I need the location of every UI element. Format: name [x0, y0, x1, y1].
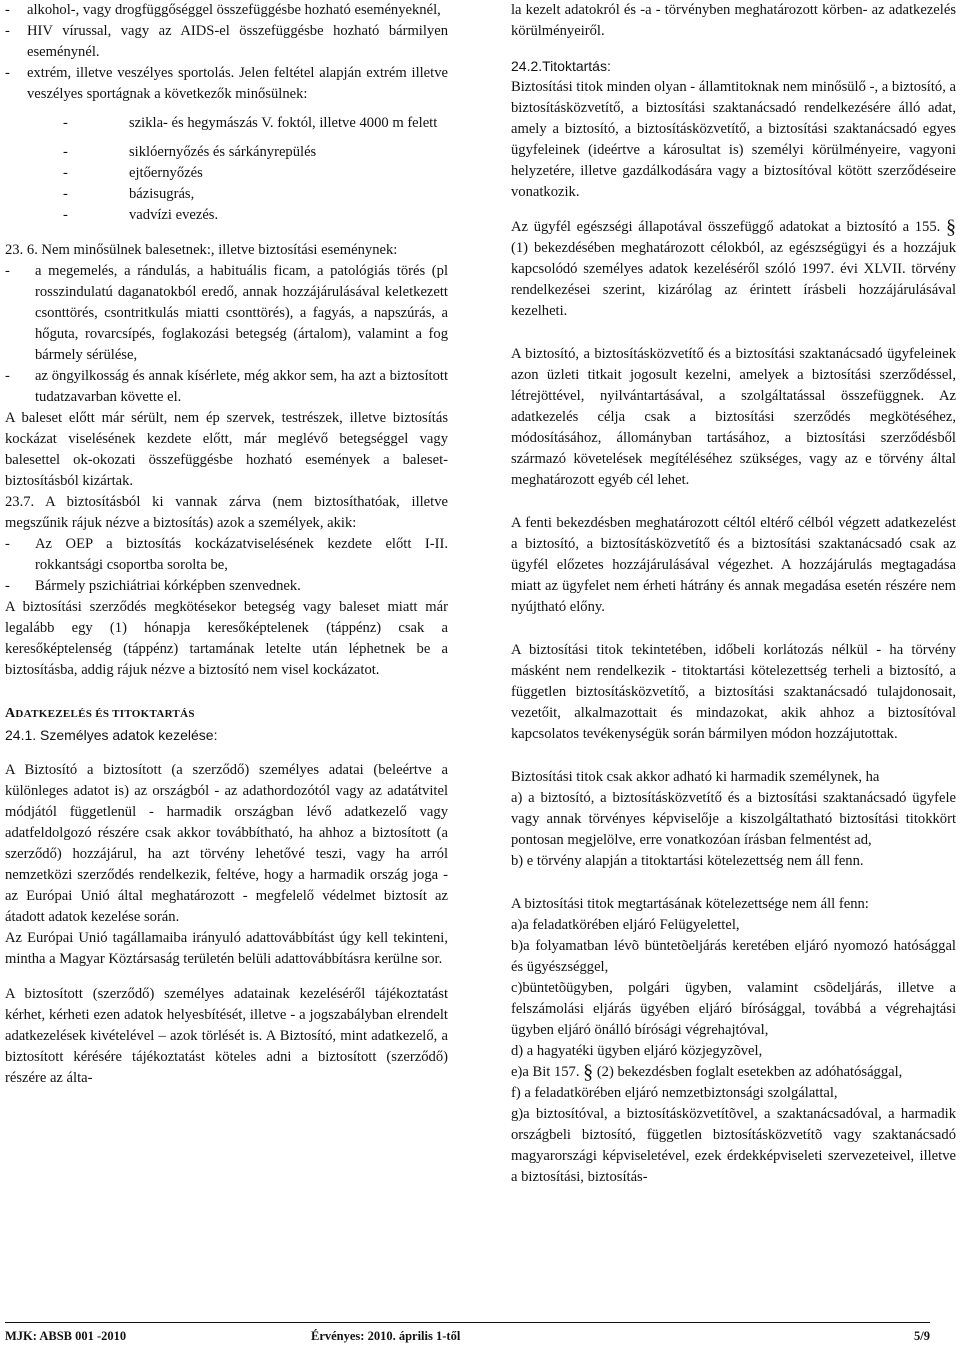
- section-24-2: 24.2.Titoktartás:: [511, 58, 611, 74]
- exception-a: a)a feladatkörében eljáró Felügyelettel,: [511, 917, 740, 933]
- exclusion-item-extreme-sport: [5, 63, 448, 105]
- dash-bullet: -: [63, 186, 68, 202]
- sport-item: [63, 205, 448, 226]
- paragraph-eu-transfer: Az Európai Unió tagállamaiba irányuló adattovábbítást úgy kell tekinteni, mintha a Magyar Köztársaság területén belüli adattovábbításra kerülne sor.: [5, 930, 448, 967]
- dash-bullet: -: [5, 23, 10, 39]
- paragraph-health-data: Az ügyfél egészségi állapotával összefüggő adatokat a biztosító a 155. § (1) bekezdésében meghatározott célokból, az egészségügyi és a hozzájuk kapcsolódó személyes adatok kezeléséről szóló 1997. évi XLVII. törvény rendelkezései szerint, kizárólag az érintett írásbeli hozzájárulásával kezelheti.: [511, 216, 957, 319]
- sport-text: siklóernyőzés és sárkányrepülés: [129, 144, 317, 160]
- excluded-person-item: [5, 576, 448, 597]
- non-accident-text: a megemelés, a rándulás, a habituális ficam, a patológiás törés (pl rosszindulatú daganatokból eredő, annak hozzájárulásával keletkezett csonttörés, csontritkulás miatti csonttörés), a fagyás, a napszúrás, a hőguta, rovarcsípés, foglakozási betegség (ártalom), valamint a fog bármely sérülése,: [35, 263, 448, 363]
- section-23-7: 23.7. A biztosításból ki vannak zárva (nem biztosíthatóak, illetve megszűnik rájuk nézve a biztosítás) azok a személyek, akik:: [5, 494, 448, 531]
- footer-page-number: 5/9: [914, 1329, 930, 1343]
- exception-d: d) a hagyatéki ügyben eljáró közjegyzõvel,: [511, 1043, 763, 1059]
- dash-bullet: -: [5, 578, 10, 594]
- sport-item: [63, 163, 448, 184]
- condition-b: b) e törvény alapján a titoktartási kötelezettség nem áll fenn.: [511, 853, 864, 869]
- footer-validity: Érvényes: 2010. április 1-től: [311, 1329, 461, 1343]
- dash-bullet: -: [63, 115, 68, 131]
- section-23-6: 23. 6. Nem minősülnek balesetnek:, illetve biztosítási eseménynek:: [5, 242, 398, 258]
- sport-item: [63, 142, 448, 163]
- exception-c: c)büntetõügyben, polgári ügyben, valamint csõdeljárás, illetve a felszámolási eljárás ügyében eljáró bírósággal, továbbá a végrehajtási ügyben eljáró önálló bírósági végrehajtóval,: [511, 980, 956, 1038]
- sport-item: [63, 184, 448, 205]
- excluded-person-text: Az OEP a biztosítás kockázatviselésének kezdete előtt I-II. rokkantsági csoportba sorolta be,: [35, 536, 448, 573]
- dash-bullet: -: [63, 144, 68, 160]
- paragraph-business-secret: A biztosító, a biztosításközvetítő és a biztosítási szaktanácsadó ügyfeleinek azon üzleti titkait jogosult kezelni, amelyek a biztosítási szerződéssel, létrejöttével, nyilvántartásával, a szolgáltatással összefüggnek. Az adatkezelés célja csak a biztosítási szerződés megkötéséhez, módosításához, állományban tartásához, a biztosítási szerződésből származó követelések megítéléséhez szükséges, vagy az e törvény által meghatározott egyéb cél lehet.: [511, 346, 956, 488]
- non-accident-item: [5, 261, 448, 366]
- paragraph-consent: A fenti bekezdésben meghatározott céltól eltérő célból végzett adatkezelést a biztosító, a biztosításközvetítő és a biztosítási szaktanácsadó csak az ügyfél előzetes hozzájárulásával végezhet. A hozzájárulás megtagadása miatt az ügyfelet nem érheti hátrány és annak megadása esetén részére nem nyújtható előny.: [511, 515, 956, 615]
- exclusion-text: HIV vírussal, vagy az AIDS-el összefüggésbe hozható bármilyen eseménynél.: [27, 23, 448, 60]
- paragraph-prior-injury: A baleset előtt már sérült, nem ép szervek, testrészek, illetve biztosítás kockázat viselésének kezdete előtt, már meglévő betegséggel vagy balesettel ok-okozati összefüggésbe hozható események a baleset-biztosításból kizártak.: [5, 410, 448, 489]
- sport-text: ejtőernyőzés: [129, 165, 203, 181]
- paragraph-third-party: Biztosítási titok csak akkor adható ki harmadik személynek, ha: [511, 769, 880, 785]
- sport-text: szikla- és hegymászás V. foktól, illetve 4000 m felett: [129, 115, 438, 131]
- dash-bullet: -: [63, 165, 68, 181]
- paragraph-exceptions: A biztosítási titok megtartásának kötelezettsége nem áll fenn:: [511, 896, 869, 912]
- exception-g: g)a biztosítóval, a biztosításközvetítõvel, a szaktanácsadóval, a harmadik országbeli biztosító, független biztosításközvetítõ vagy szaktanácsadó magyarországi képviseletével, ezek érdekképviseleti szervezeteivel, illetve a biztosítási, biztosítás-: [511, 1106, 956, 1185]
- paragraph-data-transfer: A Biztosító a biztosított (a szerződő) személyes adatai (beleértve a különleges adatot is) az országból - az adathordozótól vagy az adatátvitel módjától függetlenül - harmadik országban lévő adatkezelő vagy adatfeldolgozó részére csak akkor továbbítható, ha ahhoz a biztosított (a szerződő) hozzájárul, ha azt törvény lehetővé teszi, vagy ha arról nemzetközi szerződés rendelkezik, feltéve, hogy a harmadik ország joga - az Európai Unió által meghatározott - megfelelő védelmet biztosít az átadott adatok kezelése során.: [5, 762, 448, 925]
- paragraph-continuation: la kezelt adatokról és -a - törvényben meghatározott körben- az adatkezelés körülményeiről.: [511, 2, 956, 39]
- dash-bullet: -: [5, 263, 10, 279]
- paragraph-incapacity: A biztosítási szerződés megkötésekor betegség vagy baleset miatt már legalább egy (1) hónapja keresőképtelenek (táppénz) csak a keresőképtelenség (táppénz) tartamának letelte után léphetnek be a biztosításba, addig rájuk nézve a biztosító nem visel kockázatot.: [5, 599, 448, 678]
- exception-f: f) a feladatkörében eljáró nemzetbiztonsági szolgálattal,: [511, 1085, 838, 1101]
- paragraph-secret-definition: Biztosítási titok minden olyan - államtitoknak nem minősülő -, a biztosító, a biztosításközvetítő, a biztosítási szaktanácsadó rendelkezésére álló adat, amely a biztosító, a biztosításközvetítő, a biztosítási szaktanácsadó egyes ügyfeleinek (ideértve a károsultat is) személyi körülményeire, vagyoni helyzetére, illetve gazdálkodására vagy a biztosítóval kötött szerződéseire vonatkozik.: [511, 79, 956, 200]
- sport-text: vadvízi evezés.: [129, 207, 219, 223]
- dash-bullet: -: [63, 207, 68, 223]
- exception-e: e)a Bit 157. § (2) bekezdésben foglalt esetekben az adóhatósággal,: [511, 1061, 903, 1083]
- exclusion-text: extrém, illetve veszélyes sportolás. Jelen feltétel alapján extrém illetve veszélyes sportágnak a következők minősülnek:: [27, 65, 448, 102]
- exclusion-text: alkohol-, vagy drogfüggőséggel összefüggésbe hozható eseményeknél,: [27, 2, 441, 18]
- excluded-person-item: [5, 534, 448, 576]
- dash-bullet: -: [5, 65, 10, 81]
- dash-bullet: -: [5, 2, 10, 18]
- exclusion-item-alcohol: [5, 0, 448, 21]
- exception-b: b)a folyamatban lévõ büntetõeljárás keretében eljáró nyomozó hatósággal és ügyészséggel,: [511, 938, 956, 975]
- section-24-1: 24.1. Személyes adatok kezelése:: [5, 727, 218, 743]
- left-column: [5, 0, 448, 1089]
- dash-bullet: -: [5, 536, 10, 552]
- right-column: [511, 0, 956, 1188]
- condition-a: a) a biztosító, a biztosításközvetítő és a biztosítási szaktanácsadó ügyfele vagy annak törvényes képviselője a kiszolgáltatható biztosítási titokkört pontosan megjelölve, erre vonatkozóan írásban felmentést ad,: [511, 790, 956, 848]
- paragraph-information-request: A biztosított (szerződő) személyes adatainak kezeléséről tájékoztatást kérhet, kérheti ezen adatok helyesbítését, illetve - a jogszabályban elrendelt adatkezelések kivételével – azok törlését is. A Biztosító, mint adatkezelő, a biztosított kérésére tájékoztatást köteles adni a biztosított (szerződő) részére az álta-: [5, 986, 448, 1086]
- section-heading: ADATKEZELÉS ÉS TITOKTARTÁS: [5, 706, 195, 721]
- non-accident-item: [5, 366, 448, 408]
- footer-document-id: MJK: ABSB 001 -2010: [5, 1329, 127, 1343]
- non-accident-text: az öngyilkosság és annak kísérlete, még akkor sem, ha azt a biztosított tudatzavarban követte el.: [35, 368, 448, 405]
- sport-item: [63, 113, 448, 134]
- dash-bullet: -: [5, 368, 10, 384]
- paragraph-confidentiality-duty: A biztosítási titok tekintetében, időbeli korlátozás nélkül - ha törvény másként nem rendelkezik - titoktartási kötelezettség terheli a biztosító, a független biztosításközvetítő, a biztosítási szaktanácsadó tulajdonosait, vezetőit, alkalmazottait és mindazokat, akik ahhoz a biztosítóval kapcsolatos tevékenységük során bármilyen módon hozzájutottak.: [511, 642, 956, 742]
- exclusion-item-hiv: [5, 21, 448, 63]
- sport-text: bázisugrás,: [129, 186, 195, 202]
- page-footer: [5, 1322, 930, 1343]
- excluded-person-text: Bármely pszichiátriai kórképben szenvednek.: [35, 578, 301, 594]
